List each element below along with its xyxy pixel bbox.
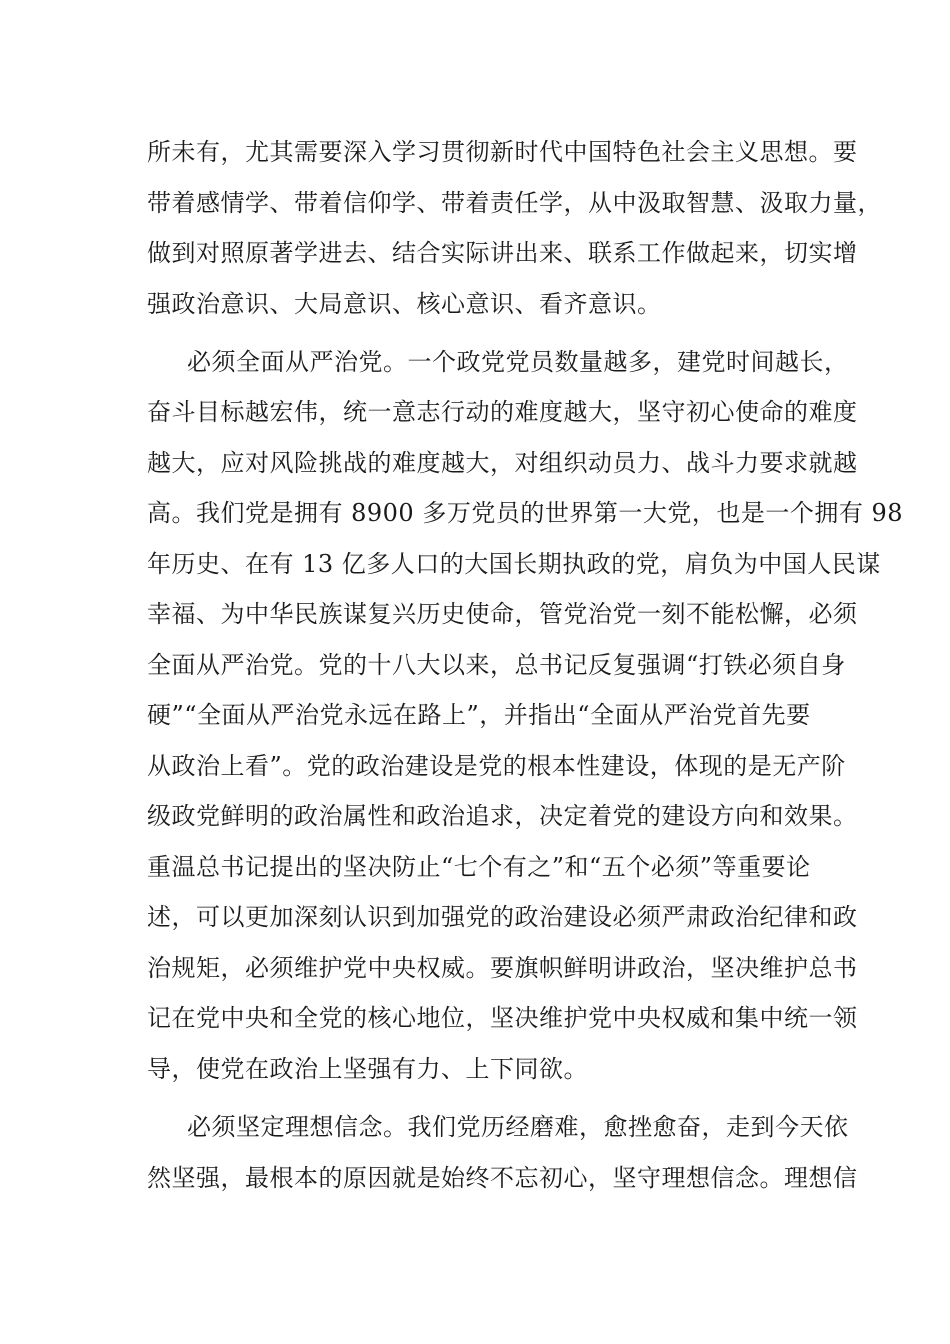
text-line: 奋斗目标越宏伟，统一意志行动的难度越大，坚守初心使命的难度 <box>147 398 858 426</box>
text-line: 年历史、在有 13 亿多人口的大国长期执政的党，肩负为中国人民谋 <box>147 550 881 578</box>
text-line: 做到对照原著学进去、结合实际讲出来、联系工作做起来，切实增 <box>147 239 858 267</box>
text-line: 全面从严治党。党的十八大以来，总书记反复强调“打铁必须自身 <box>147 651 846 679</box>
text-line: 高。我们党是拥有 8900 多万党员的世界第一大党，也是一个拥有 98 <box>147 499 904 527</box>
text-line: 然坚强，最根本的原因就是始终不忘初心，坚守理想信念。理想信 <box>147 1164 858 1192</box>
text-line: 重温总书记提出的坚决防止“七个有之”和“五个必须”等重要论 <box>147 853 811 881</box>
text-line: 导，使党在政治上坚强有力、上下同欲。 <box>147 1055 588 1083</box>
text-line: 从政治上看”。党的政治建设是党的根本性建设，体现的是无产阶 <box>147 752 846 780</box>
text-line: 越大，应对风险挑战的难度越大，对组织动员力、战斗力要求就越 <box>147 449 858 477</box>
text-line: 硬”“全面从严治党永远在路上”，并指出“全面从严治党首先要 <box>147 701 811 729</box>
text-line: 带着感情学、带着信仰学、带着责任学，从中汲取智慧、汲取力量， <box>147 189 882 217</box>
text-line: 必须坚定理想信念。我们党历经磨难，愈挫愈奋，走到今天依 <box>187 1113 849 1141</box>
text-line: 记在党中央和全党的核心地位，坚决维护党中央权威和集中统一领 <box>147 1004 858 1032</box>
text-line: 幸福、为中华民族谋复兴历史使命，管党治党一刻不能松懈，必须 <box>147 600 858 628</box>
text-line: 述，可以更加深刻认识到加强党的政治建设必须严肃政治纪律和政 <box>147 903 858 931</box>
text-line: 治规矩，必须维护党中央权威。要旗帜鲜明讲政治，坚决维护总书 <box>147 954 858 982</box>
text-line: 必须全面从严治党。一个政党党员数量越多，建党时间越长， <box>187 348 849 376</box>
text-line: 级政党鲜明的政治属性和政治追求，决定着党的建设方向和效果。 <box>147 802 858 830</box>
text-line: 所未有，尤其需要深入学习贯彻新时代中国特色社会主义思想。要 <box>147 138 858 166</box>
text-line: 强政治意识、大局意识、核心意识、看齐意识。 <box>147 290 662 318</box>
